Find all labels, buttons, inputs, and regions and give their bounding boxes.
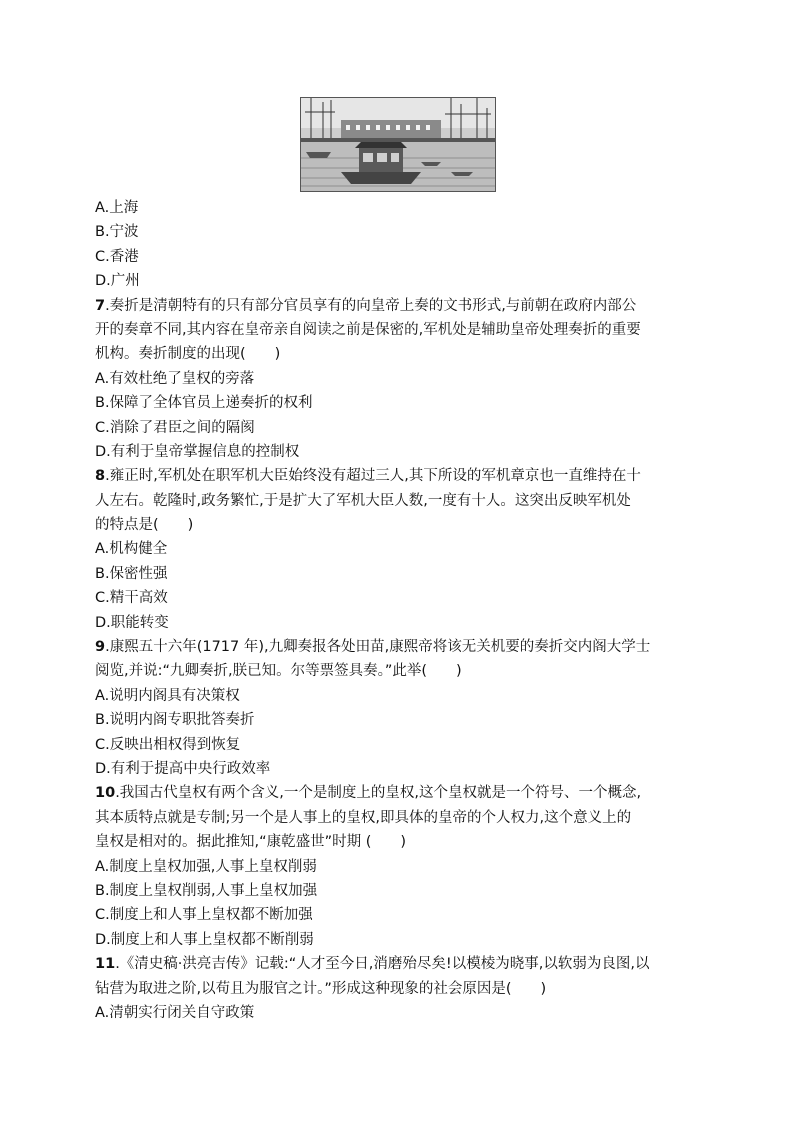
question-8 — [95, 464, 707, 635]
q8-option-a: A.机构健全 — [95, 541, 168, 558]
q10-number: 10 — [95, 785, 116, 802]
q6-option-a: A.上海 — [95, 200, 139, 216]
q6-option-c: C.香港 — [95, 248, 139, 265]
q8-stem-line-3: 的特点是( ) — [95, 517, 194, 534]
q9-option-d: D.有利于提高中央行政效率 — [95, 760, 271, 777]
q10-option-d: D.制度上和人事上皇权都不断削弱 — [95, 931, 314, 948]
q7-stem-text-1: .奏折是清朝特有的只有部分官员享有的向皇帝上奏的文书形式,与前朝在政府内部公 — [105, 297, 637, 314]
q7-option-c: C.消除了君臣之间的隔阂 — [95, 419, 255, 436]
question-7 — [95, 294, 707, 465]
q10-stem-line-1 — [95, 781, 707, 805]
q7-option-d: D.有利于皇帝掌握信息的控制权 — [95, 443, 300, 460]
q8-stem-text-1: .雍正时,军机处在职军机大臣始终没有超过三人,其下所设的军机章京也一直维持在十 — [105, 468, 641, 485]
q9-number: 9 — [95, 639, 106, 656]
q6-option-d: D.广州 — [95, 273, 140, 290]
q7-number: 7 — [95, 297, 106, 314]
q9-stem-line-2: 阅览,并说:“九卿奏折,朕已知。尔等票签具奏。”此举( ) — [95, 663, 462, 680]
q11-stem-text-1: .《清史稿·洪亮吉传》记载:“人才至今日,消磨殆尽矣!以模棱为晓事,以软弱为良图,以 — [115, 956, 650, 973]
q7-option-b: B.保障了全体官员上递奏折的权利 — [95, 395, 313, 412]
q10-stem-text-1: .我国古代皇权有两个含义,一个是制度上的皇权,这个皇权就是一个符号、一个概念, — [115, 785, 642, 802]
q9-stem-text-1: .康熙五十六年(1717 年),九卿奏报各处田苗,康熙帝将该无关机要的奏折交内阁大学士 — [105, 639, 651, 656]
q8-stem-line-2: 人左右。乾隆时,政务繁忙,于是扩大了军机大臣人数,一度有十人。这突出反映军机处 — [95, 492, 631, 509]
q10-stem-line-3: 皇权是相对的。据此推知,“康乾盛世”时期 ( ) — [95, 834, 407, 851]
harbor-engraving-drawing — [301, 98, 495, 191]
q6-options — [95, 196, 707, 294]
question-11 — [95, 952, 707, 1025]
q9-option-a: A.说明内阁具有决策权 — [95, 687, 240, 704]
question-10 — [95, 781, 707, 952]
q8-option-b: B.保密性强 — [95, 565, 168, 582]
harbor-engraving-image — [300, 97, 496, 192]
q10-option-c: C.制度上和人事上皇权都不断加强 — [95, 907, 313, 924]
q7-stem-line-1 — [95, 294, 707, 318]
q7-stem-line-2: 开的奏章不同,其内容在皇帝亲自阅读之前是保密的,军机处是辅助皇帝处理奏折的重要 — [95, 321, 641, 338]
q7-option-a: A.有效杜绝了皇权的旁落 — [95, 370, 255, 387]
q10-option-a: A.制度上皇权加强,人事上皇权削弱 — [95, 858, 317, 875]
q9-stem-line-1 — [95, 635, 707, 659]
q8-number: 8 — [95, 468, 106, 485]
q11-stem-line-1 — [95, 952, 707, 976]
q10-stem-line-2: 其本质特点就是专制;另一个是人事上的皇权,即具体的皇帝的个人权力,这个意义上的 — [95, 809, 632, 826]
q8-option-c: C.精干高效 — [95, 590, 168, 607]
q9-option-c: C.反映出相权得到恢复 — [95, 736, 241, 753]
q8-stem-line-1 — [95, 464, 707, 488]
q6-option-b: B.宁波 — [95, 224, 139, 241]
question-content — [95, 196, 707, 1025]
q8-option-d: D.职能转变 — [95, 614, 169, 631]
q10-option-b: B.制度上皇权削弱,人事上皇权加强 — [95, 882, 318, 899]
q9-option-b: B.说明内阁专职批答奏折 — [95, 712, 255, 729]
question-9 — [95, 635, 707, 781]
q11-number: 11 — [95, 956, 116, 973]
q11-stem-line-2: 钻营为取进之阶,以苟且为服官之计。”形成这种现象的社会原因是( ) — [95, 980, 547, 997]
q11-option-a: A.清朝实行闭关自守政策 — [95, 1004, 255, 1021]
q7-stem-line-3: 机构。奏折制度的出现( ) — [95, 346, 281, 363]
